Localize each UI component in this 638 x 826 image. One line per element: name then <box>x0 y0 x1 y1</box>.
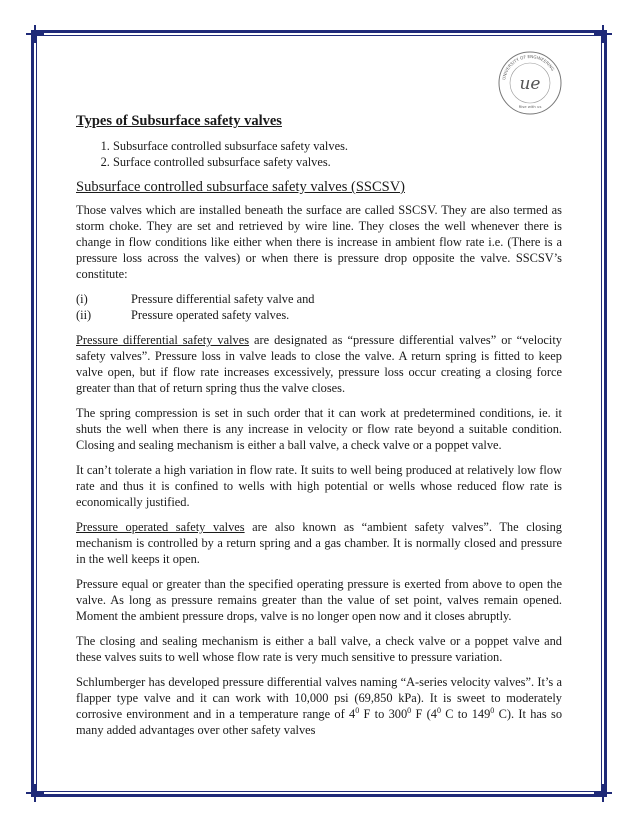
university-seal-logo <box>497 50 563 116</box>
term-pressure-operated: Pressure operated safety valves <box>76 520 245 534</box>
list-item: 2. Surface controlled subsurface safety valves. <box>113 154 562 170</box>
corner-ornament-top-left <box>26 25 44 43</box>
paragraph-pressure-operated: Pressure operated safety valves are also known as “ambient safety valves”. The closing mechanism is controlled by a return spring and a gas chamber. It is normally closed and pressure in the well keeps it open. <box>76 520 562 566</box>
types-list <box>76 138 562 170</box>
section-heading-types: Types of Subsurface safety valves <box>76 113 282 129</box>
seal-monogram: ue <box>519 74 541 94</box>
list-item: 1. Subsurface controlled subsurface safety valves. <box>113 138 562 154</box>
paragraph-intro: Those valves which are installed beneath the surface are called SSCSV. They are also termed as storm choke. They are set and retrieved by wire line. They closes the well whenever there is change in flow conditions like either when there is increase in ambient flow rate i.e. (There is a pressure loss across the valves) or when there is pressure drop opposite the valve. SSCSV’s constitute: <box>76 203 562 281</box>
list-item-number: (i) <box>76 292 88 306</box>
paragraph-flow-variation: It can’t tolerate a high variation in flow rate. It suits to well being produced at relatively low flow rate and thus it is confined to wells with high potential or wells whose reduced flow rate is economically justified. <box>76 463 562 509</box>
list-item-number: (ii) <box>76 308 92 322</box>
list-item-text: Pressure operated safety valves. <box>131 308 290 322</box>
corner-ornament-bottom-right <box>594 784 612 802</box>
paragraph-schlumberger: Schlumberger has developed pressure differential valves naming “A-series velocity valves”. It’s a flapper type valve and it can work with 10,000 psi (69,850 kPa). It is sweet to moderately corrosive environment and in a temperature range of $4^0$ F to $300^0$ F ($4^0$ C to $149^0$ C). It has so many added advantages over other safety valves <box>76 675 563 737</box>
paragraph-operating-pressure: Pressure equal or greater than the specified operating pressure is exerted from above to open the valve. As long as pressure remains greater than the value of set point, valves remain opened. Moment the ambient pressure drops, valve is no longer open now and it closes abruptly. <box>76 577 562 623</box>
list-item <box>76 291 562 307</box>
corner-ornament-top-right <box>594 25 612 43</box>
constitute-list <box>76 291 562 323</box>
paragraph-sealing-mechanism: The closing and sealing mechanism is either a ball valve, a check valve or a poppet valve and these valves suits to well whose flow rate is very much sensitive to pressure variation. <box>76 634 562 664</box>
corner-ornament-bottom-left <box>26 784 44 802</box>
seal-ring-text: UNIVERSITY OF ENGINEERING <box>501 53 556 81</box>
term-pressure-differential: Pressure differential safety valves <box>76 333 250 347</box>
list-item <box>76 307 562 323</box>
paragraph-spring-compression: The spring compression is set in such order that it can work at predetermined conditions, ie. it shuts the well when there is any increase in velocity or flow rate beyond a suitable condition. Closing and sealing mechanism is either a ball valve, a check valve or a poppet valve. <box>76 406 562 452</box>
section-heading-sscsv: Subsurface controlled subsurface safety valves (SSCSV) <box>76 179 405 195</box>
document-body <box>76 112 562 747</box>
list-item-text: Pressure differential safety valve and <box>131 292 315 306</box>
paragraph-pressure-differential: Pressure differential safety valves are designated as “pressure differential valves” or “velocity safety valves”. Pressure loss in valve leads to close the valve. A return spring is fitted to keep valve open, but if flow rate increases excessively, pressure loss occur creating a closing force greater than that of return spring thus the valve closes. <box>76 333 562 395</box>
seal-motto: Rise with us <box>518 104 542 109</box>
